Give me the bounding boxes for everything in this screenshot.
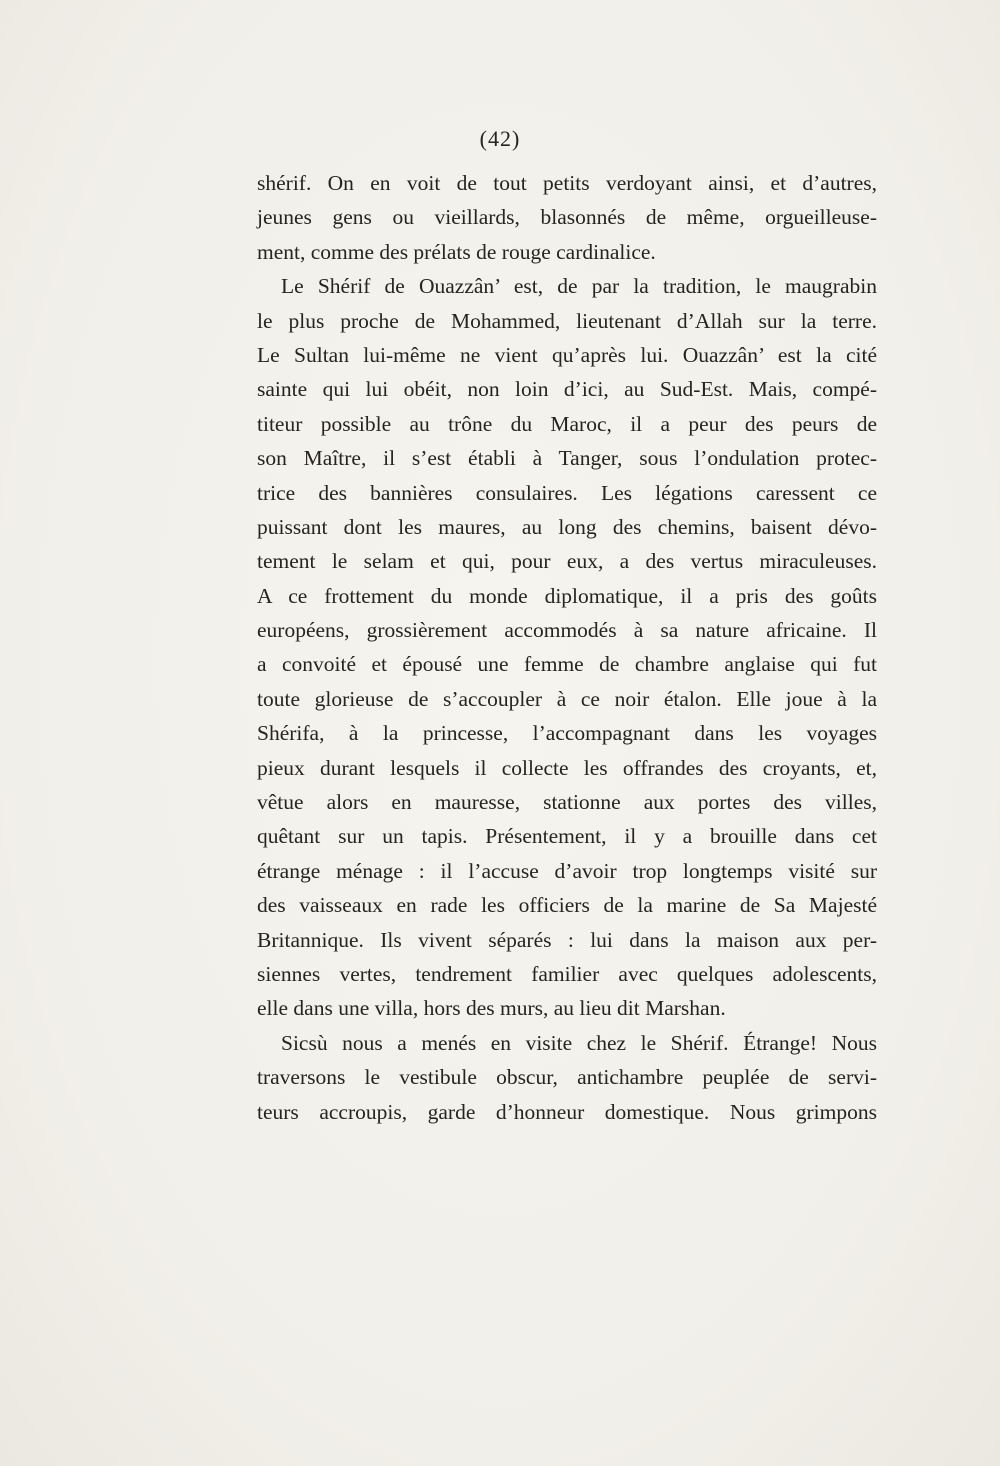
- text-line: Le Sultan lui-même ne vient qu’après lui. Ouazzân’ est la cité: [257, 342, 877, 367]
- text-line: le plus proche de Mohammed, lieutenant d’Allah sur la terre.: [257, 308, 877, 333]
- text-line: Le Shérif de Ouazzân’ est, de par la tradition, le maugrabin: [281, 274, 877, 299]
- text-line: Sicsù nous a menés en visite chez le Shérif. Étrange! Nous: [281, 1030, 877, 1055]
- text-line: shérif. On en voit de tout petits verdoyant ainsi, et d’autres,: [257, 171, 877, 195]
- text-line: étrange ménage : il l’accuse d’avoir trop longtemps visité sur: [257, 858, 877, 883]
- text-line: traversons le vestibule obscur, antichambre peuplée de servi-: [257, 1065, 877, 1090]
- text-line: trice des bannières consulaires. Les légations caressent ce: [257, 480, 877, 505]
- text-line: teurs accroupis, garde d’honneur domestique. Nous grimpons: [257, 1099, 877, 1124]
- text-line: son Maître, il s’est établi à Tanger, sous l’ondulation protec-: [257, 446, 877, 471]
- text-line: européens, grossièrement accommodés à sa nature africaine. Il: [257, 618, 877, 643]
- text-line: quêtant sur un tapis. Présentement, il y a brouille dans cet: [257, 824, 877, 849]
- page-number: (42): [479, 126, 521, 151]
- body-text: [257, 166, 877, 1129]
- text-line: a convoité et épousé une femme de chambre anglaise qui fut: [257, 652, 877, 677]
- text-line: toute glorieuse de s’accoupler à ce noir étalon. Elle joue à la: [257, 686, 877, 711]
- text-line: des vaisseaux en rade les officiers de la marine de Sa Majesté: [257, 893, 877, 918]
- text-line: puissant dont les maures, au long des chemins, baisent dévo-: [257, 514, 877, 539]
- text-line: jeunes gens ou vieillards, blasonnés de même, orgueilleuse-: [257, 205, 877, 230]
- text-line: Shérifa, à la princesse, l’accompagnant dans les voyages: [257, 721, 877, 746]
- text-line: ment, comme des prélats de rouge cardinalice.: [257, 239, 656, 264]
- text-line: titeur possible au trône du Maroc, il a peur des peurs de: [257, 411, 877, 436]
- text-line: tement le selam et qui, pour eux, a des vertus miraculeuses.: [257, 549, 877, 574]
- text-line: sainte qui lui obéit, non loin d’ici, au Sud-Est. Mais, compé-: [257, 377, 877, 402]
- text-line: siennes vertes, tendrement familier avec quelques adolescents,: [257, 961, 877, 986]
- text-line: elle dans une villa, hors des murs, au lieu dit Marshan.: [257, 996, 726, 1021]
- text-line: A ce frottement du monde diplomatique, il a pris des goûts: [257, 583, 877, 608]
- text-line: vêtue alors en mauresse, stationne aux portes des villes,: [257, 790, 877, 815]
- text-line: Britannique. Ils vivent séparés : lui dans la maison aux per-: [257, 927, 877, 952]
- text-line: pieux durant lesquels il collecte les offrandes des croyants, et,: [257, 755, 877, 780]
